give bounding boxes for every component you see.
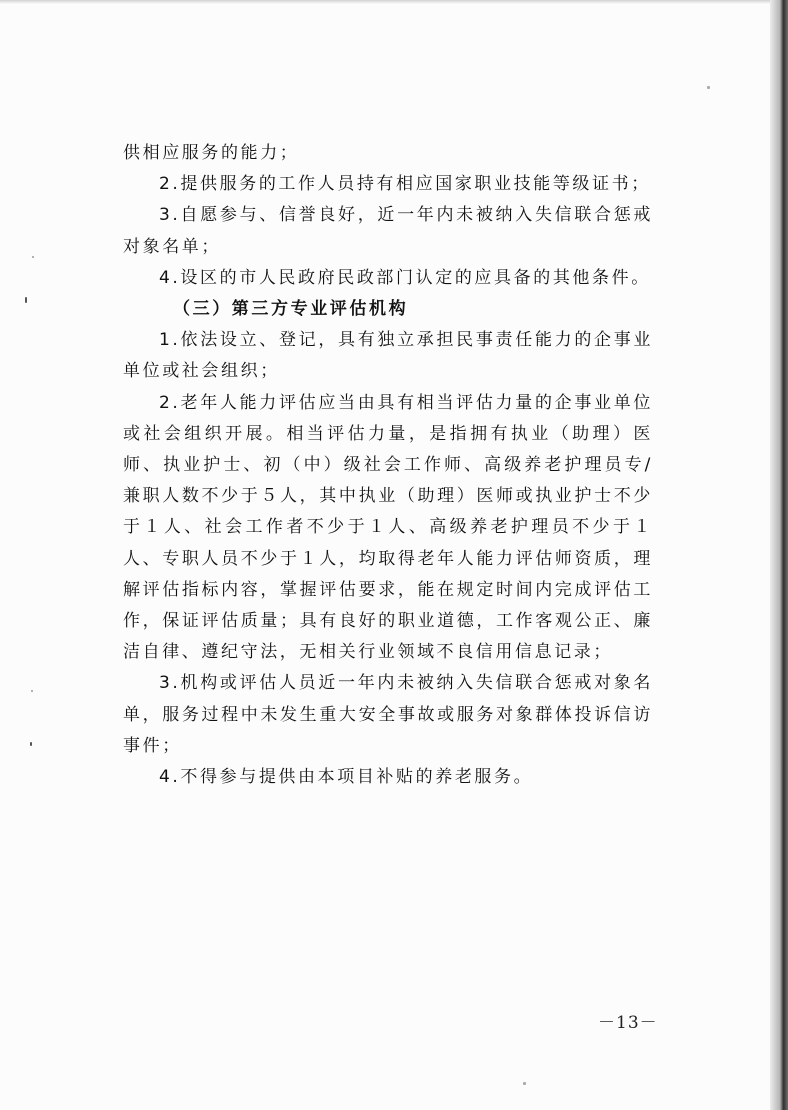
paragraph-item-3: 3.自愿参与、信誉良好，近一年内未被纳入失信联合惩戒对象名单； (123, 205, 653, 257)
scan-speck (31, 690, 33, 692)
paragraph-continuation: 供相应服务的能力； (123, 143, 300, 163)
paragraph-item-4-restriction: 4.不得参与提供由本项目补贴的养老服务。 (159, 767, 534, 788)
scan-right-edge (770, 0, 788, 1110)
section-heading: （三）第三方专业评估机构 (173, 299, 409, 320)
page-number: －13－ (598, 1013, 658, 1033)
scan-top-edge (0, 0, 788, 4)
paragraph-item-4: 4.设区的市人民政府民政部门认定的应具备的其他条件。 (159, 267, 651, 288)
paragraph-item-2-assessment: 2.老年人能力评估应当由具有相当评估力量的企事业单位或社会组织开展。相当评估力量，是指拥有执业（助理）医师、执业护士、初（中）级社会工作师、高级养老护理员专/兼职人数不少于５人，其中执业（助理）医师或执业护士不少于１人、社会工作者不少于１人、高级养老护理员不少于１人、专职人员不少于１人，均取得老年人能力评估师资质，理解评估指标内容，掌握评估要求，能在规定时间内完成评估工作，保证评估质量；具有良好的职业道德，工作客观公正、廉洁自律、遵纪守法，无相关行业领域不良信用信息记录； (123, 392, 653, 663)
scan-speck (30, 742, 32, 746)
paragraph-item-3-credit: 3.机构或评估人员近一年内未被纳入失信联合惩戒对象名单，服务过程中未发生重大安全事故或服务对象群体投诉信访事件； (123, 673, 653, 756)
paragraph-item-1: 1.依法设立、登记，具有独立承担民事责任能力的企事业单位或社会组织； (123, 330, 653, 382)
scan-speck (32, 256, 34, 258)
paragraph-item-2: 2.提供服务的工作人员持有相应国家职业技能等级证书； (159, 174, 651, 195)
scan-speck (523, 1082, 526, 1085)
document-body (123, 138, 653, 793)
scan-speck (707, 86, 710, 89)
scan-speck (25, 297, 27, 303)
